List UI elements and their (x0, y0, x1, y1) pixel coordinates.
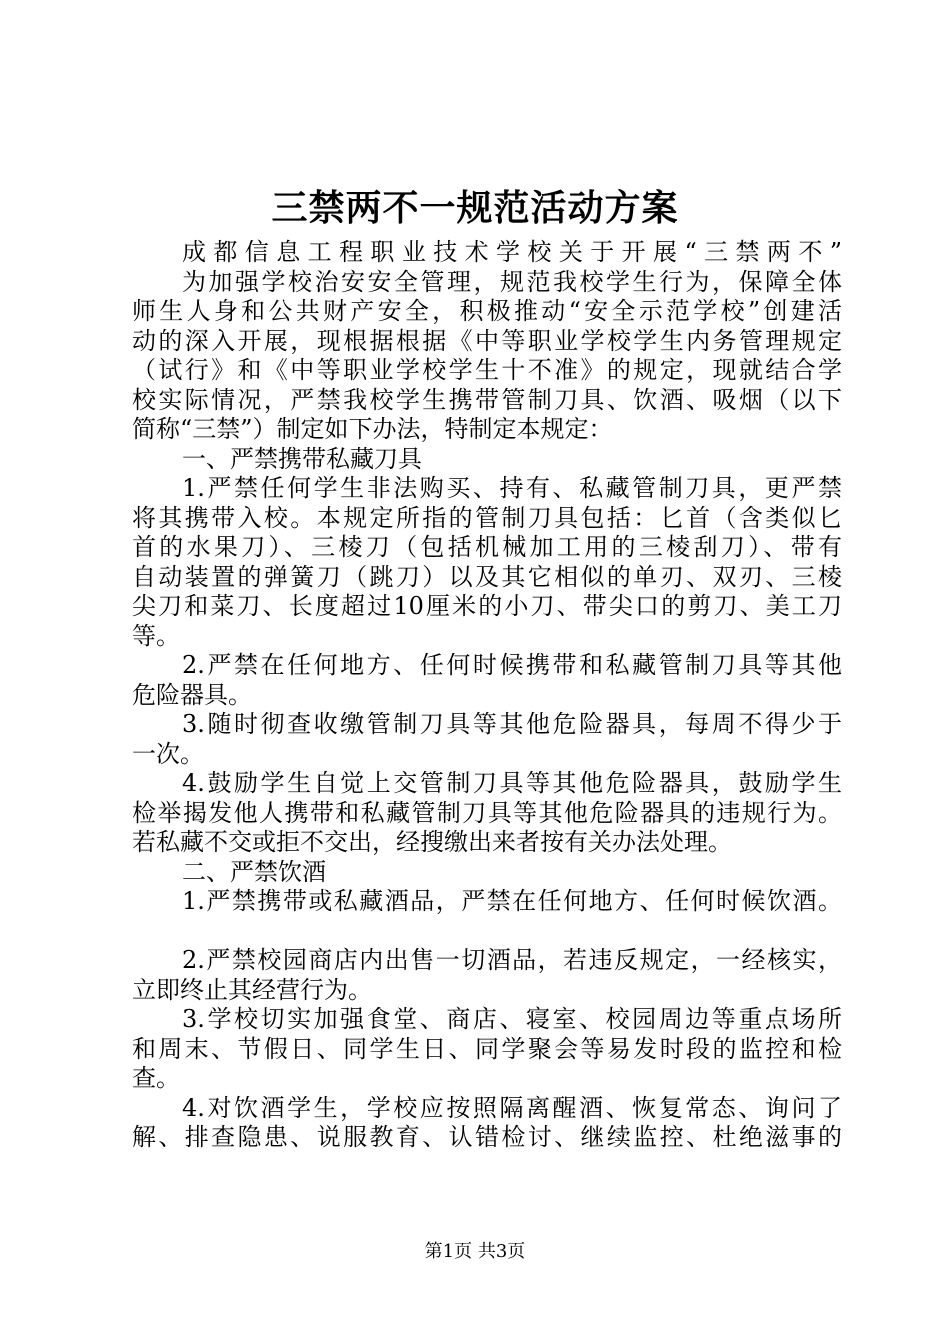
paragraph-line: 检举揭发他人携带和私藏管制刀具等其他危险器具的违规行为。 (132, 798, 842, 827)
paragraph-line: 尖刀和菜刀、长度超过10厘米的小刀、带尖口的剪刀、美工刀 (132, 592, 842, 620)
paragraph-line: 成都信息工程职业技术学校关于开展“三禁两不” (182, 238, 842, 266)
paragraph-line: 4.对饮酒学生，学校应按照隔离醒酒、恢复常态、询问了 (182, 1093, 842, 1122)
paragraph-line: 为加强学校治安安全管理，规范我校学生行为，保障全体 (182, 267, 842, 296)
paragraph-line: 危险器具。 (132, 680, 252, 709)
paragraph-line: 校实际情况，严禁我校学生携带管制刀具、饮酒、吸烟（以下 (132, 385, 842, 414)
blank-line (132, 917, 842, 947)
paragraph-line: 1.严禁携带或私藏酒品，严禁在任何地方、任何时候饮酒。 (182, 887, 842, 915)
paragraph-line: 2.严禁在任何地方、任何时候携带和私藏管制刀具等其他 (182, 651, 842, 679)
paragraph-line: 将其携带入校。本规定所指的管制刀具包括：匕首（含类似匕 (132, 503, 842, 532)
paragraph-line: 自动装置的弹簧刀（跳刀）以及其它相似的单刃、双刃、三棱 (132, 562, 842, 591)
section-heading: 二、严禁饮酒 (182, 857, 326, 886)
paragraph-line: 等。 (132, 621, 180, 650)
paragraph-line: 若私藏不交或拒不交出，经搜缴出来者按有关办法处理。 (132, 828, 732, 856)
document-title: 三禁两不一规范活动方案 (271, 187, 679, 229)
document-body (132, 238, 842, 1153)
paragraph-line: 简称“三禁”）制定如下办法，特制定本规定： (132, 415, 613, 443)
section-heading: 一、严禁携带私藏刀具 (182, 444, 422, 473)
paragraph-line: 立即终止其经营行为。 (132, 975, 372, 1004)
paragraph-line: （试行》和《中等职业学校学生十不准》的规定，现就结合学 (132, 356, 842, 384)
paragraph-line: 动的深入开展，现根据根据《中等职业学校学生内务管理规定 (132, 326, 842, 355)
paragraph-line: 师生人身和公共财产安全，积极推动“安全示范学校”创建活 (132, 297, 842, 325)
paragraph-line: 4.鼓励学生自觉上交管制刀具等其他危险器具，鼓励学生 (182, 769, 842, 797)
paragraph-line: 和周末、节假日、同学生日、同学聚会等易发时段的监控和检 (132, 1034, 842, 1063)
paragraph-line: 3.随时彻查收缴管制刀具等其他危险器具，每周不得少于 (182, 710, 842, 738)
paragraph-line: 解、排查隐患、说服教育、认错检讨、继续监控、杜绝滋事的 (132, 1123, 842, 1151)
paragraph-line: 首的水果刀）、三棱刀（包括机械加工用的三棱刮刀）、带有 (132, 533, 842, 561)
paragraph-line: 查。 (132, 1064, 180, 1092)
paragraph-line: 2.严禁校园商店内出售一切酒品，若违反规定，一经核实， (182, 946, 842, 974)
paragraph-line: 3.学校切实加强食堂、商店、寝室、校园周边等重点场所 (182, 1005, 842, 1033)
paragraph-line: 一次。 (132, 739, 204, 768)
paragraph-line: 1.严禁任何学生非法购买、持有、私藏管制刀具，更严禁 (182, 474, 842, 502)
page-number: 第1页 共3页 (424, 1241, 526, 1262)
